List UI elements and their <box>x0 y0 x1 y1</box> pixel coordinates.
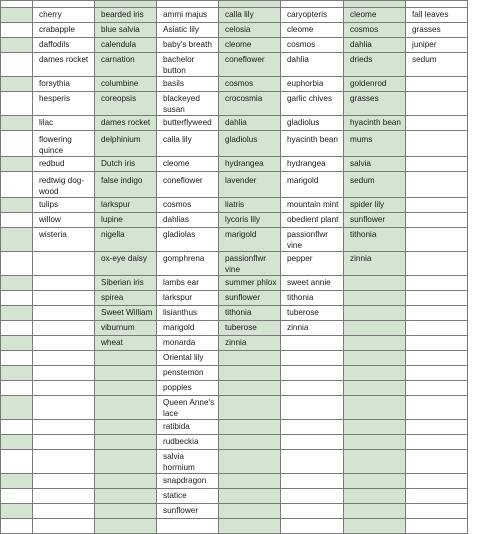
table-cell: celosia <box>219 23 281 38</box>
table-cell: caryopteris <box>281 8 344 23</box>
table-cell <box>406 489 468 504</box>
table-cell <box>406 366 468 381</box>
table-cell <box>406 172 468 198</box>
table-cell: dahlia <box>344 38 406 53</box>
table-cell: Dutch iris <box>95 157 157 172</box>
table-row <box>1 8 468 23</box>
row-stub-cell <box>1 504 33 519</box>
table-cell: Queen Anne's lace <box>157 396 219 420</box>
table-cell: flowering quince <box>33 131 95 157</box>
table-row <box>1 474 468 489</box>
table-cell: willow <box>33 213 95 228</box>
table-cell: crabapple <box>33 23 95 38</box>
row-stub-cell <box>1 157 33 172</box>
table-cell: gladiolas <box>157 228 219 252</box>
table-cell <box>95 504 157 519</box>
table-cell: spider lily <box>344 198 406 213</box>
table-row <box>1 291 468 306</box>
table-cell: statice <box>157 489 219 504</box>
table-cell: Oriental lily <box>157 351 219 366</box>
table-cell <box>219 519 281 534</box>
table-cell <box>33 336 95 351</box>
table-cell: larkspur <box>157 291 219 306</box>
table-cell <box>157 519 219 534</box>
table-cell <box>281 351 344 366</box>
table-cell <box>406 77 468 92</box>
table-cell: snapdragon <box>157 474 219 489</box>
table-cell <box>33 504 95 519</box>
table-cell: summer phlox <box>219 276 281 291</box>
table-cell: blackeyed susan <box>157 92 219 116</box>
table-row <box>1 276 468 291</box>
table-cell <box>406 396 468 420</box>
table-cell: butterflyweed <box>157 116 219 131</box>
table-cell: dames rocket <box>33 53 95 77</box>
table-row <box>1 252 468 276</box>
row-stub-cell <box>1 198 33 213</box>
table-cell <box>281 1 344 8</box>
table-cell: dahlia <box>219 116 281 131</box>
table-cell <box>33 321 95 336</box>
table-cell: coneflower <box>157 172 219 198</box>
table-cell: juniper <box>406 38 468 53</box>
row-stub-cell <box>1 23 33 38</box>
table-row <box>1 366 468 381</box>
table-cell <box>281 450 344 474</box>
table-cell <box>219 1 281 8</box>
table-cell: garlic chives <box>281 92 344 116</box>
table-cell: Siberian iris <box>95 276 157 291</box>
row-stub-cell <box>1 519 33 534</box>
table-cell: cosmos <box>281 38 344 53</box>
table-cell <box>344 366 406 381</box>
table-cell: hesperis <box>33 92 95 116</box>
table-row <box>1 53 468 77</box>
table-row <box>1 396 468 420</box>
table-row <box>1 198 468 213</box>
table-cell <box>344 336 406 351</box>
table-cell: cosmos <box>344 23 406 38</box>
table-cell: calla lily <box>219 8 281 23</box>
table-cell <box>406 336 468 351</box>
row-stub-cell <box>1 435 33 450</box>
table-cell <box>406 157 468 172</box>
table-cell: sedum <box>406 53 468 77</box>
table-cell <box>33 381 95 396</box>
row-stub-cell <box>1 381 33 396</box>
table-cell: salvia hormium <box>157 450 219 474</box>
table-cell <box>406 519 468 534</box>
table-cell: grasses <box>406 23 468 38</box>
table-cell <box>281 474 344 489</box>
table-cell: larkspur <box>95 198 157 213</box>
table-cell: marigold <box>281 172 344 198</box>
table-cell: mountain mint <box>281 198 344 213</box>
table-cell: lilac <box>33 116 95 131</box>
table-cell <box>95 1 157 8</box>
table-cell <box>95 489 157 504</box>
table-cell: crocosmia <box>219 92 281 116</box>
table-cell: false indigo <box>95 172 157 198</box>
table-cell: sunflower <box>219 291 281 306</box>
table-cell <box>219 504 281 519</box>
table-cell <box>33 450 95 474</box>
table-row <box>1 92 468 116</box>
table-cell: monarda <box>157 336 219 351</box>
row-stub-cell <box>1 489 33 504</box>
table-cell <box>344 306 406 321</box>
table-cell: goldenrod <box>344 77 406 92</box>
table-cell <box>406 504 468 519</box>
row-stub-cell <box>1 228 33 252</box>
table-cell: gladiolus <box>219 131 281 157</box>
table-row <box>1 504 468 519</box>
table-cell <box>33 276 95 291</box>
table-cell <box>33 474 95 489</box>
table-row <box>1 38 468 53</box>
table-cell <box>406 92 468 116</box>
table-cell <box>281 435 344 450</box>
table-cell: lupine <box>95 213 157 228</box>
table-cell <box>344 351 406 366</box>
table-cell <box>406 381 468 396</box>
table-row <box>1 450 468 474</box>
table-cell <box>406 450 468 474</box>
table-cell: forsythia <box>33 77 95 92</box>
table-cell: zinnia <box>219 336 281 351</box>
table-cell: calla lily <box>157 131 219 157</box>
table-cell: sunflower <box>157 504 219 519</box>
table-cell <box>95 474 157 489</box>
table-cell <box>344 321 406 336</box>
row-stub-cell <box>1 366 33 381</box>
table-cell <box>406 321 468 336</box>
table-cell <box>344 291 406 306</box>
table-row <box>1 435 468 450</box>
table-cell <box>33 396 95 420</box>
table-row <box>1 1 468 8</box>
table-cell <box>281 336 344 351</box>
table-cell: lambs ear <box>157 276 219 291</box>
table-cell: rudbeckia <box>157 435 219 450</box>
table-cell <box>219 435 281 450</box>
table-row <box>1 131 468 157</box>
table-row <box>1 172 468 198</box>
table-cell: gomphrena <box>157 252 219 276</box>
row-stub-cell <box>1 116 33 131</box>
table-row <box>1 213 468 228</box>
table-cell <box>406 276 468 291</box>
table-cell: sedum <box>344 172 406 198</box>
table-row <box>1 336 468 351</box>
table-cell <box>406 1 468 8</box>
table-cell <box>219 366 281 381</box>
table-cell <box>344 1 406 8</box>
table-cell: hyacinth bean <box>281 131 344 157</box>
table-cell: bachelor button <box>157 53 219 77</box>
table-cell <box>281 396 344 420</box>
table-cell: cosmos <box>157 198 219 213</box>
table-cell <box>95 450 157 474</box>
table-row <box>1 116 468 131</box>
table-cell: mums <box>344 131 406 157</box>
table-cell: dames rocket <box>95 116 157 131</box>
table-cell: liatris <box>219 198 281 213</box>
table-cell: tuberose <box>281 306 344 321</box>
row-stub-cell <box>1 450 33 474</box>
table-cell <box>95 396 157 420</box>
table-cell: lycoris lily <box>219 213 281 228</box>
table-cell <box>406 252 468 276</box>
table-cell: cleome <box>157 157 219 172</box>
table-cell: euphorbia <box>281 77 344 92</box>
table-cell <box>281 504 344 519</box>
row-stub-cell <box>1 351 33 366</box>
table-cell <box>33 420 95 435</box>
table-cell <box>219 420 281 435</box>
table-cell <box>219 489 281 504</box>
table-cell: fall leaves <box>406 8 468 23</box>
table-cell: Sweet William <box>95 306 157 321</box>
table-cell <box>219 351 281 366</box>
table-row <box>1 420 468 435</box>
table-cell: carnation <box>95 53 157 77</box>
table-cell <box>344 489 406 504</box>
table-cell: tuberose <box>219 321 281 336</box>
row-stub-cell <box>1 77 33 92</box>
row-stub-cell <box>1 321 33 336</box>
table-row <box>1 321 468 336</box>
table-cell: sweet annie <box>281 276 344 291</box>
table-cell: poppies <box>157 381 219 396</box>
table-cell: marigold <box>157 321 219 336</box>
row-stub-cell <box>1 252 33 276</box>
row-stub-cell <box>1 474 33 489</box>
table-cell <box>33 252 95 276</box>
table-row <box>1 228 468 252</box>
table-cell <box>95 381 157 396</box>
table-cell: passionflwr vine <box>219 252 281 276</box>
table-cell: tithonia <box>219 306 281 321</box>
table-cell: zinnia <box>344 252 406 276</box>
table-cell: cleome <box>219 38 281 53</box>
table-cell: coneflower <box>219 53 281 77</box>
table-cell <box>33 435 95 450</box>
table-cell <box>219 396 281 420</box>
table-cell <box>406 213 468 228</box>
table-cell: delphinium <box>95 131 157 157</box>
table-cell <box>33 366 95 381</box>
table-cell <box>95 519 157 534</box>
table-cell: tulips <box>33 198 95 213</box>
table-cell: pepper <box>281 252 344 276</box>
table-cell: drieds <box>344 53 406 77</box>
table-cell: obedient plant <box>281 213 344 228</box>
table-cell <box>95 366 157 381</box>
table-row <box>1 489 468 504</box>
table-cell <box>33 489 95 504</box>
row-stub-cell <box>1 131 33 157</box>
table-cell: columbine <box>95 77 157 92</box>
table-cell <box>406 198 468 213</box>
row-stub-cell <box>1 276 33 291</box>
table-cell <box>33 519 95 534</box>
table-row <box>1 157 468 172</box>
table-cell <box>344 276 406 291</box>
table-cell <box>219 450 281 474</box>
table-cell <box>219 474 281 489</box>
table-cell <box>406 228 468 252</box>
table-cell: marigold <box>219 228 281 252</box>
table-cell: wisteria <box>33 228 95 252</box>
row-stub-cell <box>1 396 33 420</box>
table-cell: grasses <box>344 92 406 116</box>
table-cell: bearded iris <box>95 8 157 23</box>
row-stub-cell <box>1 306 33 321</box>
table-cell <box>344 381 406 396</box>
table-cell <box>344 504 406 519</box>
row-stub-cell <box>1 53 33 77</box>
table-row <box>1 77 468 92</box>
table-cell: coreopsis <box>95 92 157 116</box>
table-row <box>1 306 468 321</box>
table-cell <box>281 420 344 435</box>
table-cell: calendula <box>95 38 157 53</box>
table-cell: ammi majus <box>157 8 219 23</box>
table-cell: ox-eye daisy <box>95 252 157 276</box>
table-cell: baby's breath <box>157 38 219 53</box>
table-cell: salvia <box>344 157 406 172</box>
table-cell: hyacinth bean <box>344 116 406 131</box>
row-stub-cell <box>1 38 33 53</box>
table-cell: basils <box>157 77 219 92</box>
table-cell <box>344 420 406 435</box>
table-cell: cleome <box>281 23 344 38</box>
table-cell <box>281 366 344 381</box>
table-cell: cherry <box>33 8 95 23</box>
table-cell: redbud <box>33 157 95 172</box>
table-cell <box>95 420 157 435</box>
row-stub-cell <box>1 172 33 198</box>
table-cell <box>406 116 468 131</box>
table-cell: redtwig dog-wood <box>33 172 95 198</box>
table-row <box>1 381 468 396</box>
table-cell: nigella <box>95 228 157 252</box>
table-cell <box>95 351 157 366</box>
table-cell: tithonia <box>344 228 406 252</box>
table-cell: zinnia <box>281 321 344 336</box>
row-stub-cell <box>1 420 33 435</box>
table-cell: hydrangea <box>281 157 344 172</box>
table-cell <box>344 450 406 474</box>
table-cell: tithonia <box>281 291 344 306</box>
table-cell: passionflwr vine <box>281 228 344 252</box>
table-cell <box>406 291 468 306</box>
table-cell: dahlia <box>281 53 344 77</box>
table-cell: spirea <box>95 291 157 306</box>
table-cell <box>33 306 95 321</box>
table-cell <box>406 435 468 450</box>
table-row <box>1 351 468 366</box>
table-cell: lisianthus <box>157 306 219 321</box>
table-cell: cleome <box>344 8 406 23</box>
table-cell: sunflower <box>344 213 406 228</box>
table-cell: hydrangea <box>219 157 281 172</box>
table-cell: Asiatic lily <box>157 23 219 38</box>
table-cell <box>281 381 344 396</box>
table-cell: blue salvia <box>95 23 157 38</box>
table-body <box>1 1 468 534</box>
table-cell <box>344 519 406 534</box>
table-cell: daffodils <box>33 38 95 53</box>
table-cell <box>219 381 281 396</box>
table-cell: gladiolus <box>281 116 344 131</box>
row-stub-cell <box>1 336 33 351</box>
table-cell <box>33 291 95 306</box>
table-cell <box>95 435 157 450</box>
row-stub-cell <box>1 1 33 8</box>
table-cell <box>281 489 344 504</box>
table-cell <box>406 131 468 157</box>
table-cell <box>406 351 468 366</box>
table-cell <box>33 351 95 366</box>
table-cell <box>344 474 406 489</box>
table-cell: dahlias <box>157 213 219 228</box>
row-stub-cell <box>1 213 33 228</box>
row-stub-cell <box>1 291 33 306</box>
table-cell <box>344 435 406 450</box>
table-cell: cosmos <box>219 77 281 92</box>
table-cell: ratibida <box>157 420 219 435</box>
table-cell <box>281 519 344 534</box>
table-cell: wheat <box>95 336 157 351</box>
table-cell: viburnum <box>95 321 157 336</box>
table-cell: penstemon <box>157 366 219 381</box>
table-cell <box>406 474 468 489</box>
row-stub-cell <box>1 92 33 116</box>
table-cell <box>157 1 219 8</box>
table-row <box>1 519 468 534</box>
table-row <box>1 23 468 38</box>
table-cell: lavender <box>219 172 281 198</box>
table-cell <box>33 1 95 8</box>
table-cell <box>344 396 406 420</box>
table-cell <box>406 420 468 435</box>
row-stub-cell <box>1 8 33 23</box>
table-cell <box>406 306 468 321</box>
